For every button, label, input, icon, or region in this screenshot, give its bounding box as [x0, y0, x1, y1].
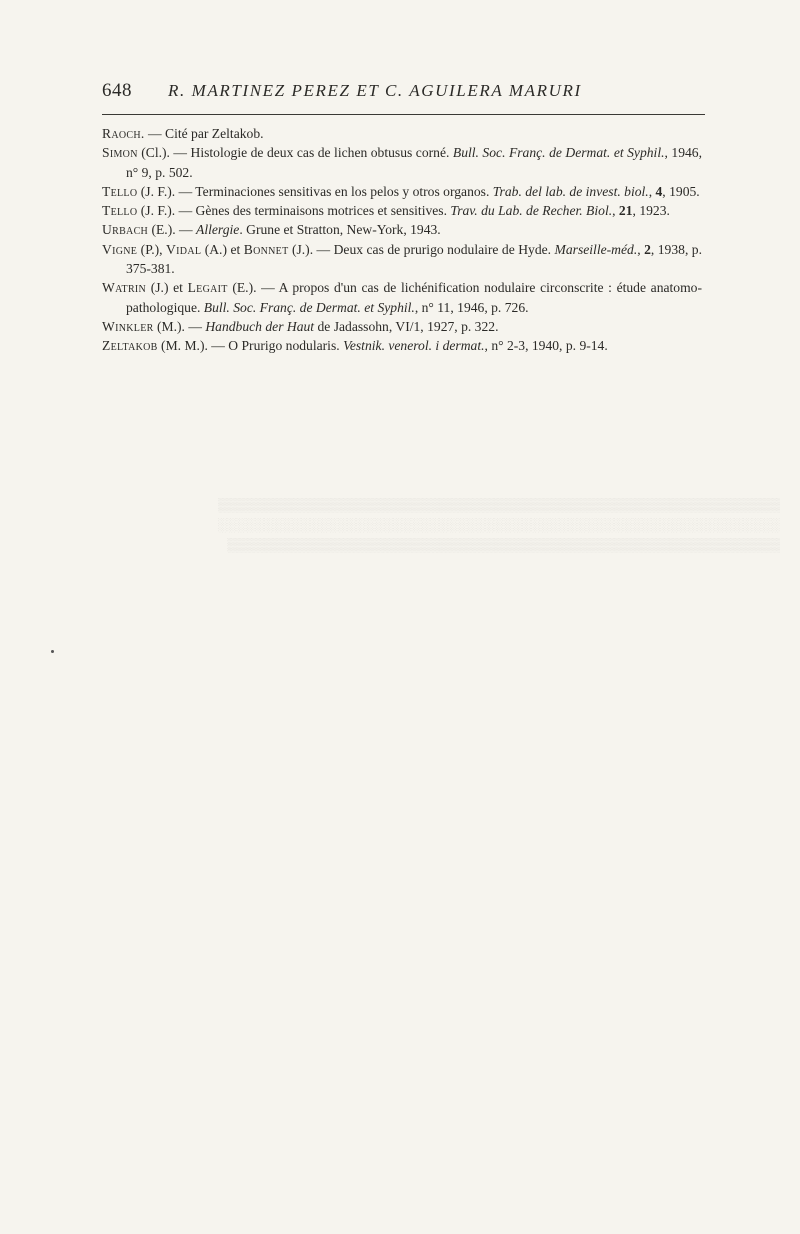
reference-journal: Bull. Soc. Franç. de Dermat. et Syphil. — [452, 145, 665, 161]
reference-author: Zeltakob — [102, 338, 158, 354]
page-header — [102, 80, 702, 108]
reference-text: (J.) et — [146, 280, 188, 296]
reference-text: (M.). — — [153, 318, 206, 334]
reference-text: (M. M.). — O Prurigo nodularis. — [157, 338, 344, 354]
reference-text: , — [637, 241, 645, 257]
reference-entry — [102, 240, 702, 279]
reference-author: Simon — [102, 145, 138, 161]
reference-author: Legait — [187, 280, 228, 296]
reference-title: Handbuch der Haut — [205, 318, 315, 334]
reference-title: Allergie — [196, 222, 240, 238]
reference-text: (P.), — [137, 241, 167, 257]
reference-text: , 1905. — [662, 183, 700, 199]
reference-text: , 1923. — [632, 203, 670, 219]
reference-text: (E.). — A propos d'un cas de lichénification nodulaire circonscrite : étude anatomo-pathologique. — [126, 280, 702, 315]
reference-author: Raoch. — [102, 126, 145, 141]
reference-text: , 1946, n° 9, p. 502. — [126, 145, 702, 180]
reference-text: . Grune et Stratton, New-York, 1943. — [239, 222, 441, 238]
reference-text: (A.) et — [201, 241, 244, 257]
reference-entry — [102, 143, 702, 182]
reference-journal: Trav. du Lab. de Recher. Biol. — [450, 203, 613, 219]
reference-author: Bonnet — [243, 241, 289, 257]
reference-text: — Cité par Zeltakob. — [144, 126, 264, 141]
reference-text: (J. F.). — Terminaciones sensitivas en los pelos y otros organos. — [137, 183, 493, 199]
reference-journal: Trab. del lab. de invest. biol. — [492, 183, 649, 199]
reference-entry — [102, 220, 702, 239]
reference-author: Tello — [102, 203, 138, 219]
reference-journal: Bull. Soc. Franç. de Dermat. et Syphil. — [203, 299, 415, 315]
reference-entry — [102, 182, 702, 201]
reference-author: Watrin — [102, 280, 147, 296]
speck-mark — [51, 650, 54, 653]
reference-text: , n° 2-3, 1940, p. 9-14. — [484, 338, 608, 354]
reference-entry — [102, 317, 702, 336]
reference-list — [102, 124, 702, 356]
page-number: 648 — [102, 80, 132, 101]
reference-text: (J.). — Deux cas de prurigo nodulaire de Hyde. — [288, 241, 555, 257]
reference-entry — [102, 201, 702, 220]
reference-text: (E.). — — [148, 222, 197, 238]
reference-entry — [102, 336, 702, 355]
reference-volume: 21 — [618, 203, 633, 219]
reference-author: Tello — [102, 183, 138, 199]
reference-volume: 4 — [655, 183, 663, 199]
reference-author: Urbach — [102, 222, 149, 238]
reference-entry — [102, 278, 702, 317]
reference-text: , — [612, 203, 619, 219]
reference-author: Vidal — [166, 241, 202, 257]
reference-author: Vigne — [102, 241, 138, 257]
running-title: R. MARTINEZ PEREZ ET C. AGUILERA MARURI — [168, 81, 582, 100]
reference-journal: Vestnik. venerol. i dermat. — [343, 338, 485, 354]
reference-entry — [102, 124, 702, 143]
reference-journal: Marseille-méd. — [554, 241, 638, 257]
header-rule — [102, 114, 705, 115]
reference-text: de Jadassohn, VI/1, 1927, p. 322. — [314, 318, 499, 334]
reference-text: , — [648, 183, 656, 199]
reference-text: , n° 11, 1946, p. 726. — [414, 299, 529, 315]
reference-text: (Cl.). — Histologie de deux cas de lichen obtusus corné. — [137, 145, 453, 161]
show-through-texture: ​▒▒▒▒▒▒▒▒▒▒▒▒▒▒▒▒▒▒▒▒▒▒▒▒▒▒▒▒▒▒▒▒▒▒▒▒▒▒▒▒▒▒▒▒▒▒▒▒▒▒▒▒▒▒▒▒▒▒▒▒▒ ​░░░░░░░░░░░░░░░░░░░░░░░░░░░░░░░░░░░░░░░░░░░░░░░░░░░░░░░░░░░░░ ​▒▒▒▒▒▒▒▒▒▒▒▒▒▒▒▒▒▒▒▒▒▒▒▒▒▒▒▒▒▒▒▒▒▒▒▒▒▒▒▒▒▒▒▒▒▒▒▒▒▒▒▒▒▒▒▒▒▒▒▒ — [218, 497, 780, 552]
reference-volume: 2 — [644, 241, 651, 257]
reference-author: Winkler — [102, 318, 154, 334]
reference-text: , 1938, p. 375-381. — [126, 241, 703, 277]
reference-text: (J. F.). — Gènes des terminaisons motrices et sensitives. — [137, 203, 451, 219]
